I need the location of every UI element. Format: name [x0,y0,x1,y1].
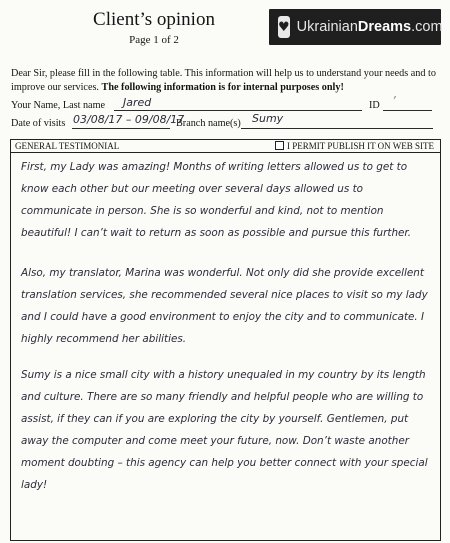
testimonial-heading: GENERAL TESTIMONIAL [15,141,120,151]
branch-field[interactable]: Sumy [252,112,284,125]
intro-bold-note: The following information is for internal purposes only! [101,82,344,93]
testimonial-paragraph-1: First, my Lady was amazing! Months of writing letters allowed us to get to know each other but our meeting over several days allowed us to communicate in person. She is so wonderful and kind, not to mention beautiful! I can’t wait to return as soon as possible and pursue this further. [21,161,412,239]
ukrainian-dreams-logo [269,9,441,45]
dates-label: Date of visits [11,118,66,129]
permit-checkbox[interactable] [275,141,284,150]
testimonial-header [11,140,440,153]
name-label: Your Name, Last name [11,100,106,111]
testimonial-paragraph-3: Sumy is a nice small city with a history unequaled in my country by its length and culture. There are so many friendly and helpful people who are willing to assist, if they can if you are exploring the city by yourself. Gentlemen, put away the computer and come meet your future, now. Don’t waste another moment doubting – this agency can help you better connect with your special lady! [21,369,428,491]
id-label: ID [369,100,380,111]
logo-text [297,19,443,35]
id-field-mark[interactable]: ’ [392,94,396,108]
testimonial-box [10,139,441,541]
page-title: Client’s opinion [93,9,215,30]
logo-text-bold: Dreams [357,19,412,35]
heart-icon: ♥ [278,16,290,38]
id-underline [383,110,432,111]
page-number: Page 1 of 2 [129,34,179,46]
dates-field[interactable]: 03/08/17 – 09/08/17 [73,113,185,126]
name-field[interactable]: Jared [123,96,152,109]
intro-paragraph [11,67,441,95]
permit-label: I PERMIT PUBLISH IT ON WEB SITE [286,141,434,151]
dates-underline [72,128,170,129]
permit-publish[interactable] [275,140,434,152]
branch-underline [241,128,433,129]
testimonial-paragraph-2: Also, my translator, Marina was wonderful. Not only did she provide excellent translation services, she recommended several nice places to visit so my lady and I could have a good environment to enjoy the city and to communicate. I highly recommend her abilities. [21,267,428,345]
logo-text-suffix: .com [411,19,443,35]
branch-label: Branch name(s) [176,118,241,129]
name-underline [114,110,362,111]
intro-text: Dear Sir, please fill in the following table. This information will help us to understand your needs and to improve our services. [11,68,436,93]
logo-text-regular: Ukrainian [296,19,358,35]
